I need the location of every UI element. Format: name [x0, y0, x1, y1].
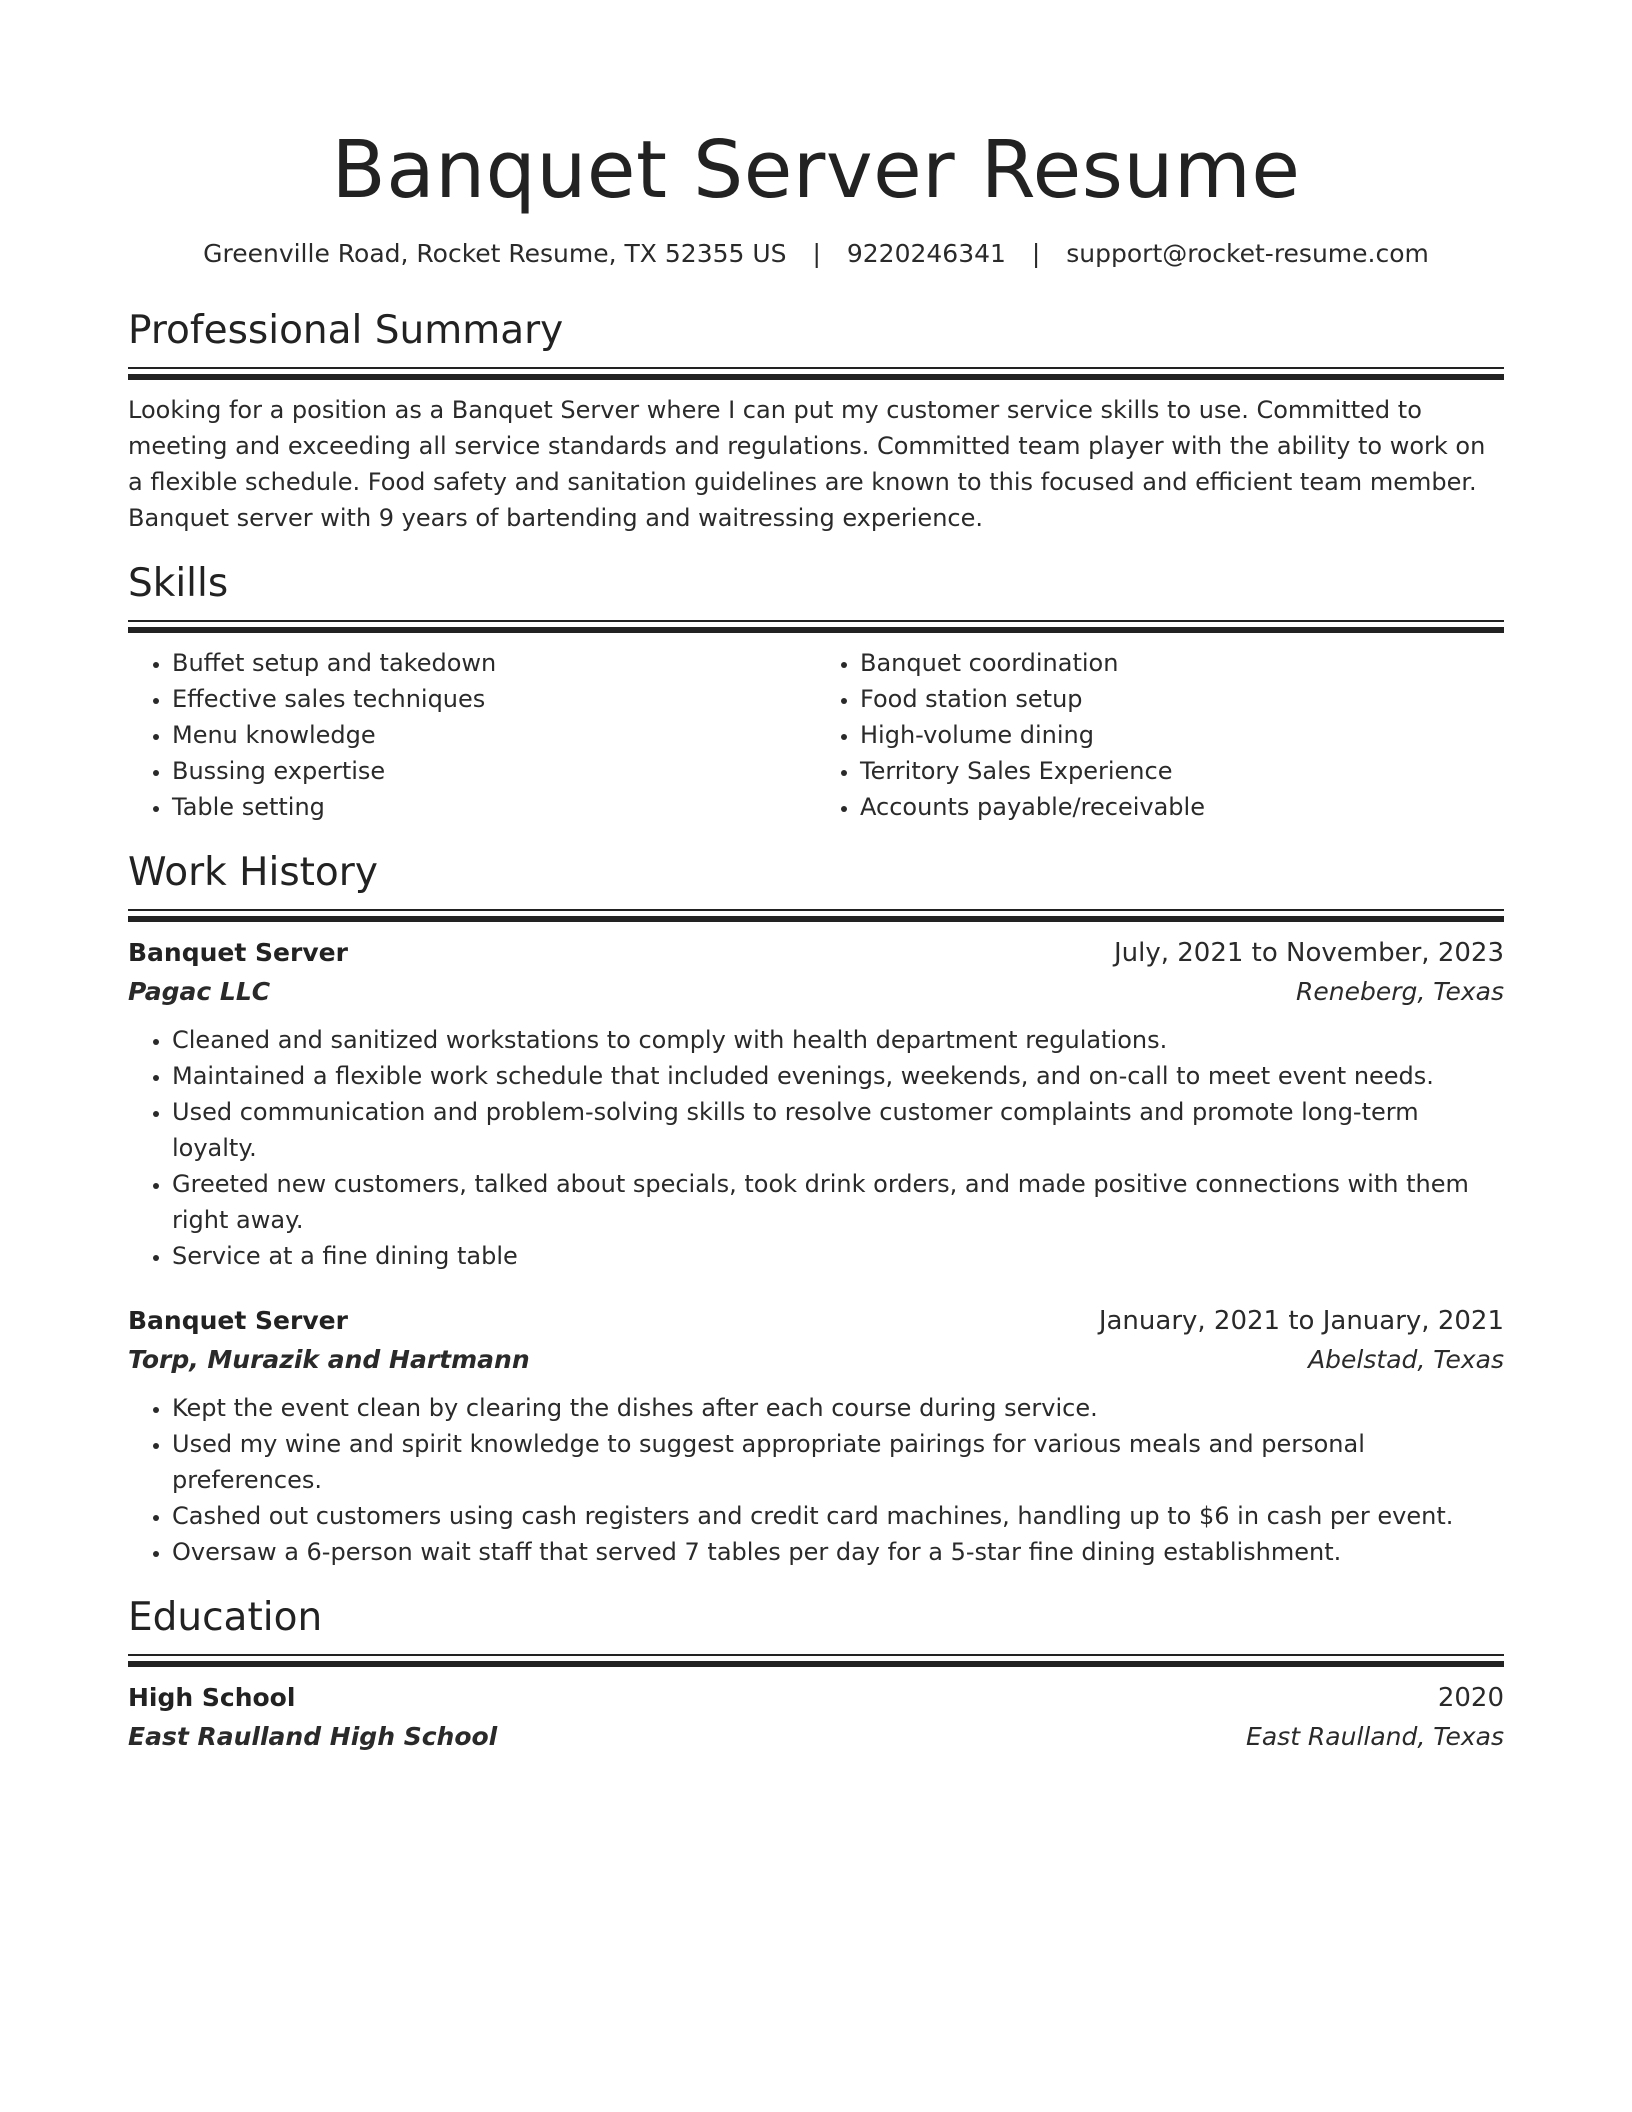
job-location: Abelstad, Texas: [1308, 1345, 1504, 1374]
skills-column-left: [128, 645, 816, 825]
contact-email: support@rocket-resume.com: [1066, 239, 1429, 268]
section-title-education: Education: [128, 1595, 323, 1640]
education-section: [128, 1594, 1504, 1757]
job-location: Reneberg, Texas: [1296, 977, 1504, 1006]
section-title-skills: Skills: [128, 561, 229, 606]
skill-item: • Accounts payable/receivable: [860, 789, 1504, 825]
section-divider: [128, 620, 1504, 633]
job-dates: July, 2021 to November, 2023: [1113, 938, 1504, 968]
job-bullet: • Kept the event clean by clearing the dishes after each course during service.: [172, 1390, 1504, 1426]
job-entry: [128, 1302, 1504, 1570]
summary-text: Looking for a position as a Banquet Server where I can put my customer service skills to use. Committed to meeting and exceeding all service standards and regulations. Committed team player with the ability to work on a flexible schedule. Food safety and sanitation guidelines are known to this focused and efficient team member. Banquet server with 9 years of bartending and waitressing experience.: [128, 396, 1486, 532]
skills-column-right: [816, 645, 1504, 825]
resume-title: Banquet Server Resume: [331, 124, 1301, 216]
section-title-work-history: Work History: [128, 850, 378, 895]
skill-item: • Effective sales techniques: [172, 681, 816, 717]
skill-item: • Buffet setup and takedown: [172, 645, 816, 681]
skill-item: • Bussing expertise: [172, 753, 816, 789]
job-bullet: • Cashed out customers using cash registers and credit card machines, handling up to $6 in cash per event.: [172, 1498, 1504, 1534]
section-divider: [128, 1654, 1504, 1667]
section-divider: [128, 909, 1504, 922]
education-location: East Raulland, Texas: [1246, 1722, 1504, 1751]
education-degree: High School: [128, 1683, 296, 1712]
education-school: East Raulland High School: [128, 1722, 498, 1751]
job-bullet: • Used my wine and spirit knowledge to suggest appropriate pairings for various meals and personal preferences.: [172, 1426, 1504, 1498]
job-company: Pagac LLC: [128, 977, 271, 1006]
section-divider: [128, 367, 1504, 380]
job-bullet: • Greeted new customers, talked about specials, took drink orders, and made positive connections with them right away.: [172, 1166, 1504, 1238]
job-entry: [128, 934, 1504, 1274]
job-subheader: [128, 1340, 1504, 1380]
contact-phone: 9220246341: [846, 239, 1006, 268]
skill-item: • Territory Sales Experience: [860, 753, 1504, 789]
summary-section: [128, 307, 1504, 536]
job-bullet: • Maintained a flexible work schedule that included evenings, weekends, and on-call to meet event needs.: [172, 1058, 1504, 1094]
job-dates: January, 2021 to January, 2021: [1098, 1306, 1504, 1336]
job-bullet: • Used communication and problem-solving skills to resolve customer complaints and promote long-term loyalty.: [172, 1094, 1504, 1166]
education-header: [128, 1679, 1504, 1717]
contact-address: Greenville Road, Rocket Resume, TX 52355 US: [203, 239, 787, 268]
job-title: Banquet Server: [128, 1306, 348, 1335]
education-year: 2020: [1437, 1683, 1504, 1713]
job-bullet: • Service at a fine dining table: [172, 1238, 1504, 1274]
education-subheader: [128, 1717, 1504, 1757]
work-history-section: [128, 849, 1504, 1570]
job-bullets: [128, 1022, 1504, 1274]
job-title: Banquet Server: [128, 938, 348, 967]
section-title-summary: Professional Summary: [128, 308, 564, 353]
job-bullet: • Cleaned and sanitized workstations to comply with health department regulations.: [172, 1022, 1504, 1058]
skills-section: [128, 560, 1504, 825]
skill-item: • Food station setup: [860, 681, 1504, 717]
job-header: [128, 1302, 1504, 1340]
job-bullets: [128, 1390, 1504, 1570]
skill-item: • High-volume dining: [860, 717, 1504, 753]
job-header: [128, 934, 1504, 972]
skill-item: • Menu knowledge: [172, 717, 816, 753]
contact-separator: |: [812, 239, 821, 268]
contact-separator: |: [1031, 239, 1041, 268]
contact-line: [128, 237, 1504, 271]
job-subheader: [128, 972, 1504, 1012]
job-bullet: • Oversaw a 6-person wait staff that served 7 tables per day for a 5-star fine dining establishment.: [172, 1534, 1504, 1570]
job-company: Torp, Murazik and Hartmann: [128, 1345, 530, 1374]
skills-list: [128, 645, 1504, 825]
skill-item: • Table setting: [172, 789, 816, 825]
skill-item: • Banquet coordination: [860, 645, 1504, 681]
